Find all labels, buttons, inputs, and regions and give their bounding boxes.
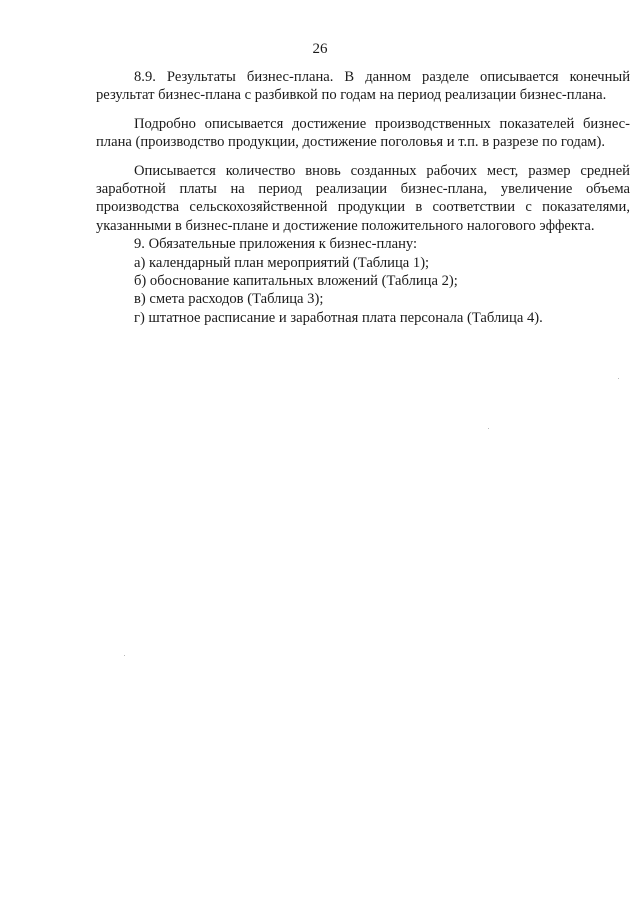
appendix-item-a: а) календарный план мероприятий (Таблица 1); xyxy=(134,254,430,271)
jobs-paragraph: Описывается количество вновь созданных рабочих мест, размер средней заработной платы на период реализации бизнес-плана, увеличение объема производства сельскохозяйственной продукции в соответствии с показателями, указанными в бизнес-плане и достижение положительного налогового эффекта. xyxy=(96,162,630,234)
production-paragraph: Подробно описывается достижение производственных показателей бизнес-плана (производство продукции, достижение поголовья и т.п. в разрезе по годам). xyxy=(96,115,630,151)
appendix-item-b: б) обоснование капитальных вложений (Таблица 2); xyxy=(134,273,458,290)
scan-speck xyxy=(488,428,489,429)
appendix-item-d: г) штатное расписание и заработная плата персонала (Таблица 4). xyxy=(134,309,543,326)
page-number: 26 xyxy=(312,41,328,57)
appendix-list xyxy=(96,254,630,328)
appendix-heading: 9. Обязательные приложения к бизнес-плану: xyxy=(134,236,418,253)
scan-speck xyxy=(618,378,619,379)
document-body xyxy=(96,68,630,327)
appendix-item-c: в) смета расходов (Таблица 3); xyxy=(134,291,324,308)
scan-speck xyxy=(124,655,125,656)
results-paragraph: 8.9. Результаты бизнес-плана. В данном разделе описывается конечный результат бизнес-плана с разбивкой по годам на период реализации бизнес-плана. xyxy=(96,69,630,104)
